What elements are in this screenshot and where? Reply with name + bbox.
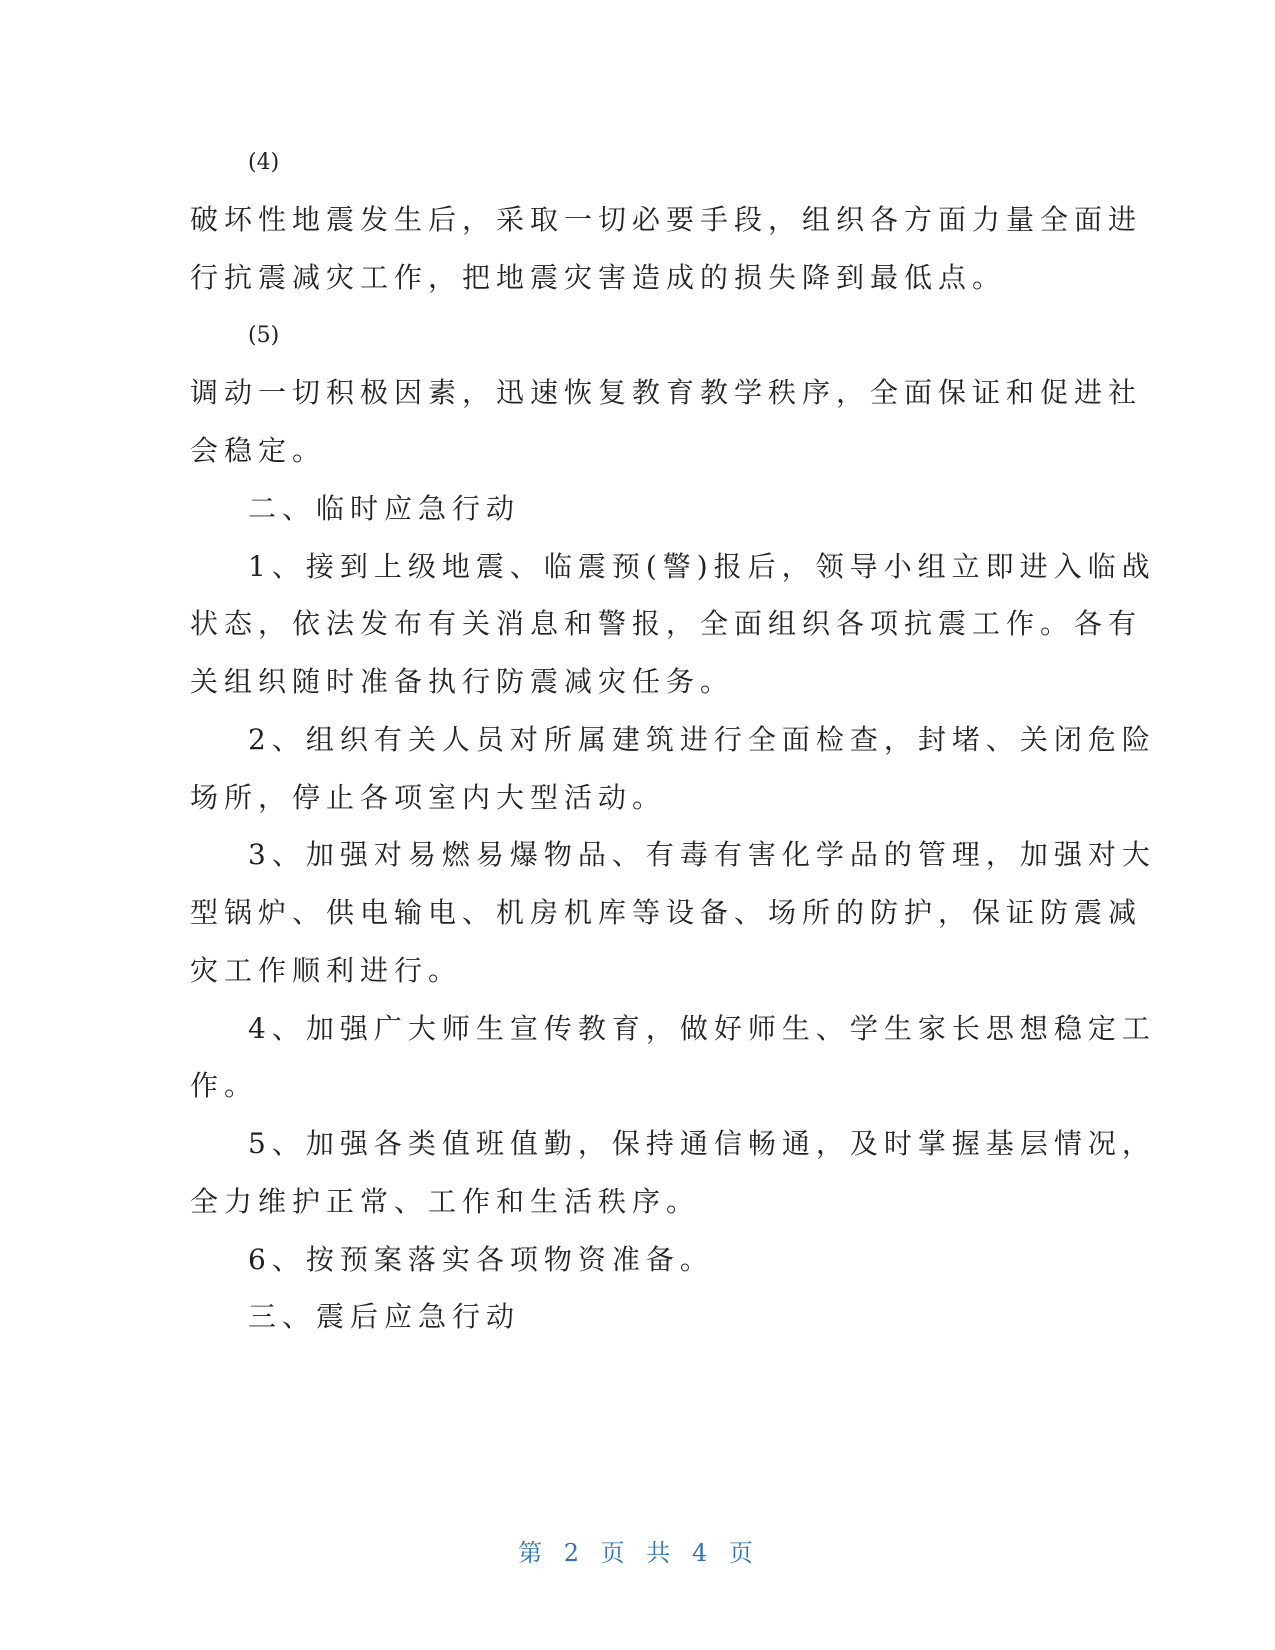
paragraph-line: 状态，依法发布有关消息和警报，全面组织各项抗震工作。各有 bbox=[190, 607, 1143, 640]
section-heading: 三、震后应急行动 bbox=[248, 1300, 521, 1333]
paragraph-line: 型锅炉、供电输电、机房机库等设备、场所的防护，保证防震减 bbox=[190, 896, 1143, 929]
paragraph-line: 场所，停止各项室内大型活动。 bbox=[190, 781, 667, 814]
paragraph-line: 1、接到上级地震、临震预(警)报后，领导小组立即进入临战 bbox=[248, 550, 1156, 583]
paragraph-line: 灾工作顺利进行。 bbox=[190, 954, 463, 987]
item-marker-5: (5) bbox=[248, 323, 280, 348]
paragraph-line: 3、加强对易燃易爆物品、有毒有害化学品的管理，加强对大 bbox=[248, 838, 1156, 871]
page-number-footer: 第 2 页 共 4 页 bbox=[518, 1539, 757, 1567]
paragraph-line: 6、按预案落实各项物资准备。 bbox=[248, 1243, 714, 1276]
paragraph-line: 4、加强广大师生宣传教育，做好师生、学生家长思想稳定工 bbox=[248, 1012, 1156, 1045]
paragraph-line: 关组织随时准备执行防震减灾任务。 bbox=[190, 665, 735, 698]
paragraph-line: 破坏性地震发生后，采取一切必要手段，组织各方面力量全面进 bbox=[190, 203, 1143, 236]
paragraph-line: 2、组织有关人员对所属建筑进行全面检查，封堵、关闭危险 bbox=[248, 723, 1156, 756]
paragraph-line: 5、加强各类值班值勤，保持通信畅通，及时掌握基层情况， bbox=[248, 1127, 1156, 1160]
paragraph-line: 行抗震减灾工作，把地震灾害造成的损失降到最低点。 bbox=[190, 261, 1007, 294]
paragraph-line: 会稳定。 bbox=[190, 434, 327, 467]
section-heading: 二、临时应急行动 bbox=[248, 492, 521, 525]
paragraph-line: 调动一切积极因素，迅速恢复教育教学秩序，全面保证和促进社 bbox=[190, 376, 1143, 409]
item-marker-4: (4) bbox=[248, 150, 280, 175]
paragraph-line: 作。 bbox=[190, 1069, 259, 1102]
paragraph-line: 全力维护正常、工作和生活秩序。 bbox=[190, 1185, 701, 1218]
